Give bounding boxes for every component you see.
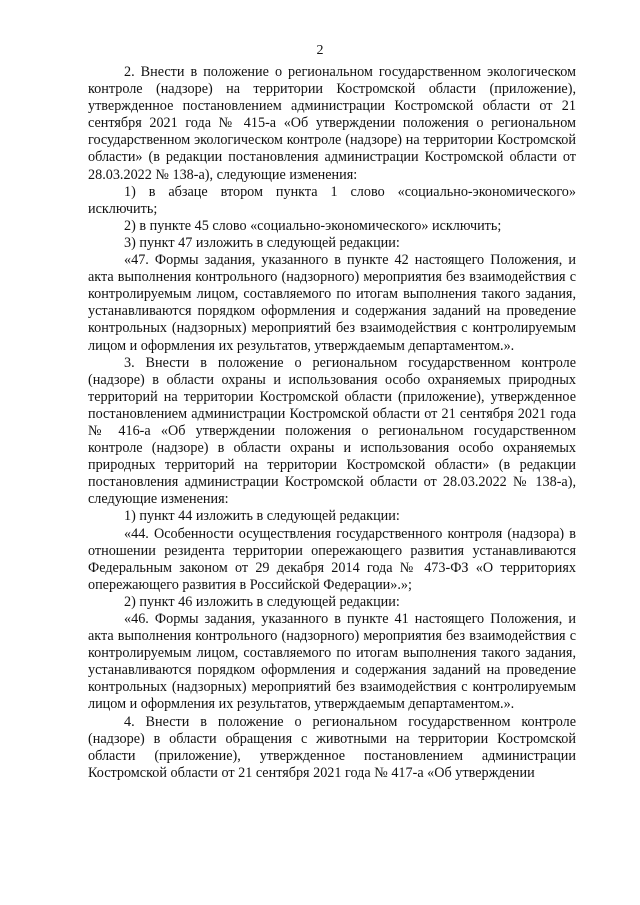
paragraph-subitem-1-b: 1) пункт 44 изложить в следующей редакции: (124, 508, 400, 525)
paragraph-subitem-3: 3) пункт 47 изложить в следующей редакции: (124, 234, 400, 251)
document-body (88, 64, 576, 782)
paragraph-item-2-intro: 2. Внести в положение о региональном государственном экологическом контроле (надзоре) на территории Костромской области (приложение), утвержденное постановлением администрации Костромской области от 21 сентября 2021 года № 415-а «Об утверждении положения о региональном государственном экологическом контроле (надзоре) на территории Костромской области» (в редакции постановления администрации Костромской области от 28.03.2022 № 138-а), следующие изменения: (88, 64, 576, 183)
page-number: 2 (316, 43, 324, 58)
paragraph-subitem-1: 1) в абзаце втором пункта 1 слово «социально-экономического» исключить; (88, 183, 576, 217)
paragraph-item-4-intro: 4. Внести в положение о региональном государственном контроле (надзоре) в области обращения с животными на территории Костромской области (приложение), утвержденное постановлением администрации Костромской области от 21 сентября 2021 года № 417-а «Об утверждении (88, 713, 576, 781)
paragraph-clause-44: «44. Особенности осуществления государственного контроля (надзора) в отношении резидента территории опережающего развития устанавливаются Федеральным законом от 29 декабря 2014 года № 473-ФЗ «О территориях опережающего развития в Российской Федерации».»; (88, 525, 576, 593)
paragraph-subitem-2-b: 2) пункт 46 изложить в следующей редакции: (124, 593, 400, 610)
paragraph-clause-47: «47. Формы задания, указанного в пункте 42 настоящего Положения, и акта выполнения контрольного (надзорного) мероприятия без взаимодействия с контролируемым лицом, составляемого по итогам выполнения такого задания, устанавливаются порядком оформления и содержания заданий на проведение контрольных (надзорных) мероприятий без взаимодействия с контролируемым лицом и оформления их результатов, утверждаемым департаментом.». (88, 252, 576, 354)
paragraph-subitem-2: 2) в пункте 45 слово «социально-экономического» исключить; (124, 217, 502, 234)
paragraph-clause-46: «46. Формы задания, указанного в пункте 41 настоящего Положения, и акта выполнения контрольного (надзорного) мероприятия без взаимодействия с контролируемым лицом, составляемого по итогам выполнения такого задания, устанавливаются порядком оформления и содержания заданий на проведение контрольных (надзорных) мероприятий без взаимодействия с контролируемым лицом и оформления их результатов, утверждаемым департаментом.». (88, 611, 576, 713)
paragraph-item-3-intro: 3. Внести в положение о региональном государственном контроле (надзоре) в области охраны и использования особо охраняемых природных территорий на территории Костромской области (приложение), утвержденное постановлением администрации Костромской области от 21 сентября 2021 года № 416-а «Об утверждении положения о региональном государственном контроле (надзоре) в области охраны и использования особо охраняемых природных территорий на территории Костромской области» (в редакции постановления администрации Костромской области от 28.03.2022 № 138-а), следующие изменения: (88, 354, 576, 508)
